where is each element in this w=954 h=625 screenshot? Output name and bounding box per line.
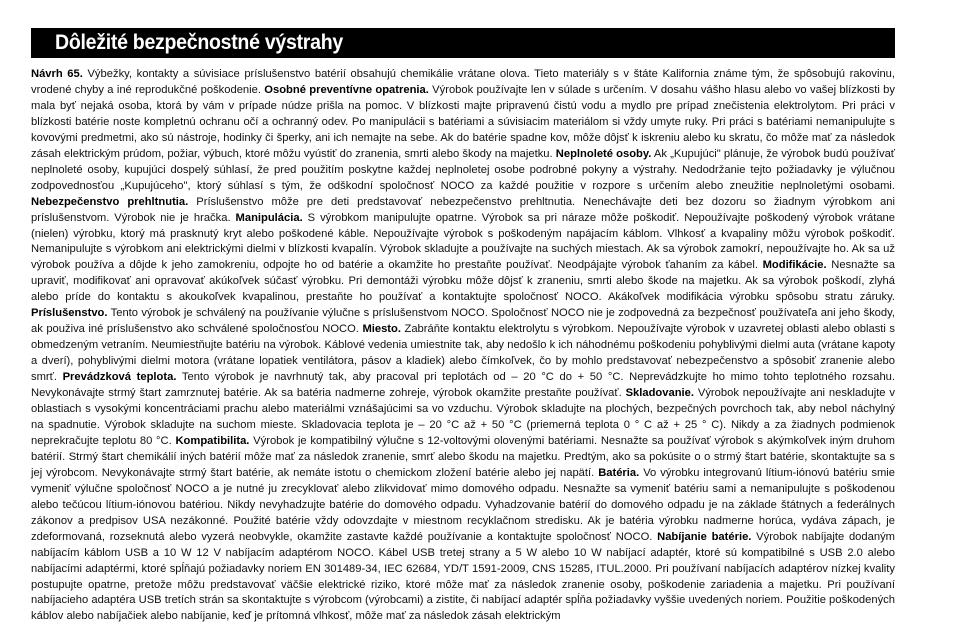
text-choking-hazard: Príslušenstvo môže pre deti predstavovať nebezpečenstvo prehltnutia. Nenechávajte deti bez dozoru so žiadnym výrobkom ani príslušenstvom. Výrobok nie je hračka. (31, 195, 895, 224)
text-handling: S výrobkom manipulujte opatrne. Výrobok sa pri náraze môže poškodiť. Nepoužívajte poškodený výrobok vrátane (nielen) výrobku, ktorý má prasknutý kryt alebo poškodené káble. Nepoužívajte výrobok s poškodeným napájacím káblom. Vlhkosť a kvapaliny môžu výrobok poškodiť. Nemanipulujte s výrobkom ani elektrickými dielmi v blízkosti kvapalín. Výrobok skladujte a používajte na suchých miestach. Ak sa výrobok zamokrí, nepoužívajte ho. Ak sa už výrobok používa a dôjde k jeho zamokreniu, odpojte ho od batérie a okamžite ho prestaňte používať. Neodpájajte výrobok ťahaním za kábel. (31, 211, 896, 272)
heading-battery-charging: Nabíjanie batérie. (657, 530, 752, 543)
heading-choking-hazard: Nebezpečenstvo prehltnutia. (31, 195, 189, 208)
heading-compatibility: Kompatibilita. (175, 434, 250, 447)
heading-handling: Manipulácia. (235, 211, 303, 224)
heading-modifications: Modifikácie. (762, 259, 827, 272)
heading-battery: Batéria. (598, 466, 640, 479)
heading-location: Miesto. (362, 323, 401, 336)
text-prop65: Výbežky, kontakty a súvisiace príslušenstvo batérií obsahujú chemikálie vrátane olova. Tieto materiály s v štáte Kalifornia známe tým, že spôsobujú rakovinu, vrodené chyby a iné reprodukčné poškodenie. (31, 68, 896, 96)
heading-personal-precautions: Osobné preventívne opatrenia. (264, 83, 429, 96)
text-battery: Vo výrobku integrovanú lítium-iónovú batériu smie vymeniť výlučne spoločnosť NOCO a je nutné ju zrecyklovať alebo zlikvidovať mimo domového odpadu. Nesnažte sa vymeniť batériu sami a nemanipulujte s poškodenou alebo tečúcou lítium-iónovou batériou. Nikdy nevyhadzujte batérie do domového odpadu. Vyhadzovanie batérií do domového odpadu je na základe štátnych a federálnych zákonov a predpisov USA nezákonné. Použité batérie vždy odovzdajte v miestnom recyklačnom stredisku. Ak je batéria výrobku nadmerne horúca, vydáva zápach, je zdeformovaná, rozseknutá alebo vyzerá neobvykle, okamžite zastavte každé používanie a kontaktujte spoločnosť NOCO. (31, 466, 895, 543)
safety-warnings-text (31, 67, 895, 625)
heading-accessories: Príslušenstvo. (31, 307, 108, 320)
text-modifications: Nesnažte sa upraviť, modifikovať ani opravovať akúkoľvek súčasť výrobku. Pri demontáži výrobku môže dôjsť k zraneniu, smrti alebo škode na majetku. Ak sa výrobok poškodí, zlyhá alebo príde do kontaktu s akoukoľvek kvapalinou, prestaňte ho používať a kontaktujte spoločnosť NOCO. Akákoľvek modifikácia výrobku spôsobu stratu záruky. (31, 259, 895, 304)
section-battery-charging (31, 531, 895, 623)
text-minors: Ak „Kupujúci" plánuje, že výrobok budú používať neplnoleté osoby, kupujúci dospelý súhlasí, že pred použitím poskytne každej neplnoletej osobe podrobné pokyny a výstrahy. Nedodržanie tejto požiadavky je výlučnou zodpovednosťou „Kupujúceho", ktorý súhlasí s tým, že odškodní spoločnosť NOCO za každé použitie v rozpore s určením alebo zneužitie neplnoletými osobami. (31, 147, 895, 192)
page-title: Dôležité bezpečnostné výstrahy (55, 31, 343, 54)
heading-operating-temperature: Prevádzková teplota. (62, 371, 177, 384)
text-compatibility: Výrobok je kompatibilný výlučne s 12-voltovými olovenými batériami. Nesnažte sa používať výrobok s akýmkoľvek iným druhom batérií. Strmý štart chemikálií iných batérií môže mať za následok zranenie, smrť alebo škodu na majetku. Predtým, ako sa pokúsite o o strmý štart batérie, skontaktujte sa s jej výrobcom. Nevykonávajte strmý štart batérie, ak nemáte istotu o chemickom zložení batérie alebo jej napätí. (31, 434, 895, 479)
text-operating-temperature: Tento výrobok je navrhnutý tak, aby pracoval pri teplotách od – 20 °C do + 50 °C. Neprevádzkujte ho mimo tohto teplotného rozsahu. Nevykonávajte strmý štart zamrznutej batérie. Ak sa batéria nadmerne zohreje, výrobok okamžite prestaňte používať. (31, 371, 895, 400)
heading-prop65: Návrh 65. (31, 68, 83, 80)
heading-storage: Skladovanie. (625, 387, 694, 400)
text-location: Zabráňte kontaktu elektrolytu s výrobkom. Nepoužívajte výrobok v uzavretej oblasti alebo oblasti s obmedzeným vetraním. Neumiestňujte batériu na výrobok. Káblové vedenia umiestnite tak, aby nedošlo k ich náhodnému poškodeniu pohyblivými dielmi auta (vrátane kapoty a dverí), pohyblivými dielmi motora (vrátane lopatiek ventilátora, pásov a kladiek) alebo čímkoľvek, čo by mohlo predstavovať nebezpečenstvo a spôsobiť zranenie alebo smrť. (31, 323, 896, 384)
text-accessories: Tento výrobok je schválený na používanie výlučne s príslušenstvom NOCO. Spoločnosť NOCO nie je zodpovedná za bezpečnosť používateľa ani jeho škody, ak použiva iné príslušenstvo ako schválené spoločnosťou NOCO. (31, 307, 895, 336)
text-storage: Výrobok nepoužívajte ani neskladujte v oblastiach s vysokými koncentráciami prachu alebo materiálmi vznášajúcimi sa vo vzduchu. Výrobok skladujte na plochých, bezpečných povrchoch tak, aby nebol náchylný na spadnutie. Výrobok skladujte na suchom mieste. Skladovacia teplota je – 20 °C až + 50 °C (priemerná teplota 0 ° C až + 25 ° C). Nikdy a za žiadnych podmienok neprekračujte teplotu 80 °C. (31, 387, 896, 447)
section-title-bar (31, 28, 895, 58)
text-battery-charging: Výrobok nabíjajte dodaným nabíjacím káblom USB a 10 W 12 V nabíjacím adaptérom NOCO. Kábel USB tretej strany a 5 W alebo 10 W nabíjací adaptér, ktoré sú kompatibilné s USB 2.0 alebo nabíjacími adaptérmi, ktoré spĺňajú požiadavky noriem EN 301489-34, IEC 62684, YD/T 1591-2009, CNS 15285, ITUL.2000. Pri používaní nabíjacích adaptérov nízkej kvality postupujte opatrne, pretože môžu predstavovať väčšie elektrické riziko, ktoré môže mať za následok zranenie osoby, poškodenie zariadenia a majetku. Pri používaní nabíjacieho adaptéra USB tretích strán sa skontaktujte s výrobcom (výrobcami) a zistite, či nabíjací adaptér spĺňa požiadavky vyššie uvedených noriem. Použitie poškodených káblov alebo nabíjačiek alebo nabíjanie, keď je prítomná vlhkosť, môže mať za následok zásah elektrickým (31, 530, 895, 623)
heading-minors: Neplnoleté osoby. (555, 147, 652, 160)
text-personal-precautions: Výrobok používajte len v súlade s určením. V dosahu vášho hlasu alebo vo vašej blízkosti by mala byť nejaká osoba, ktorá by vám v prípade núdze prišla na pomoc. V blízkosti majte pripravenú čistú vodu a mydlo pre prípad znečistenia elektrolytom. Pri práci v blízkosti batérie noste kompletnú ochranu očí a ochranný odev. Po manipulácii s batériami a súvisiacim materiálom si vždy umyte ruky. Pri práci s batériami nemanipulujte s kovovými predmetmi, ako sú nástroje, hodinky či šperky, ani ich nemajte na sebe. Ak do batérie spadne kov, môže dôjsť k iskreniu alebo ku skratu, čo môže mať za následok zásah elektrickým prúdom, požiar, výbuch, ktoré môžu vyústiť do zranenia, smrti alebo škody na majetku. (31, 83, 895, 160)
